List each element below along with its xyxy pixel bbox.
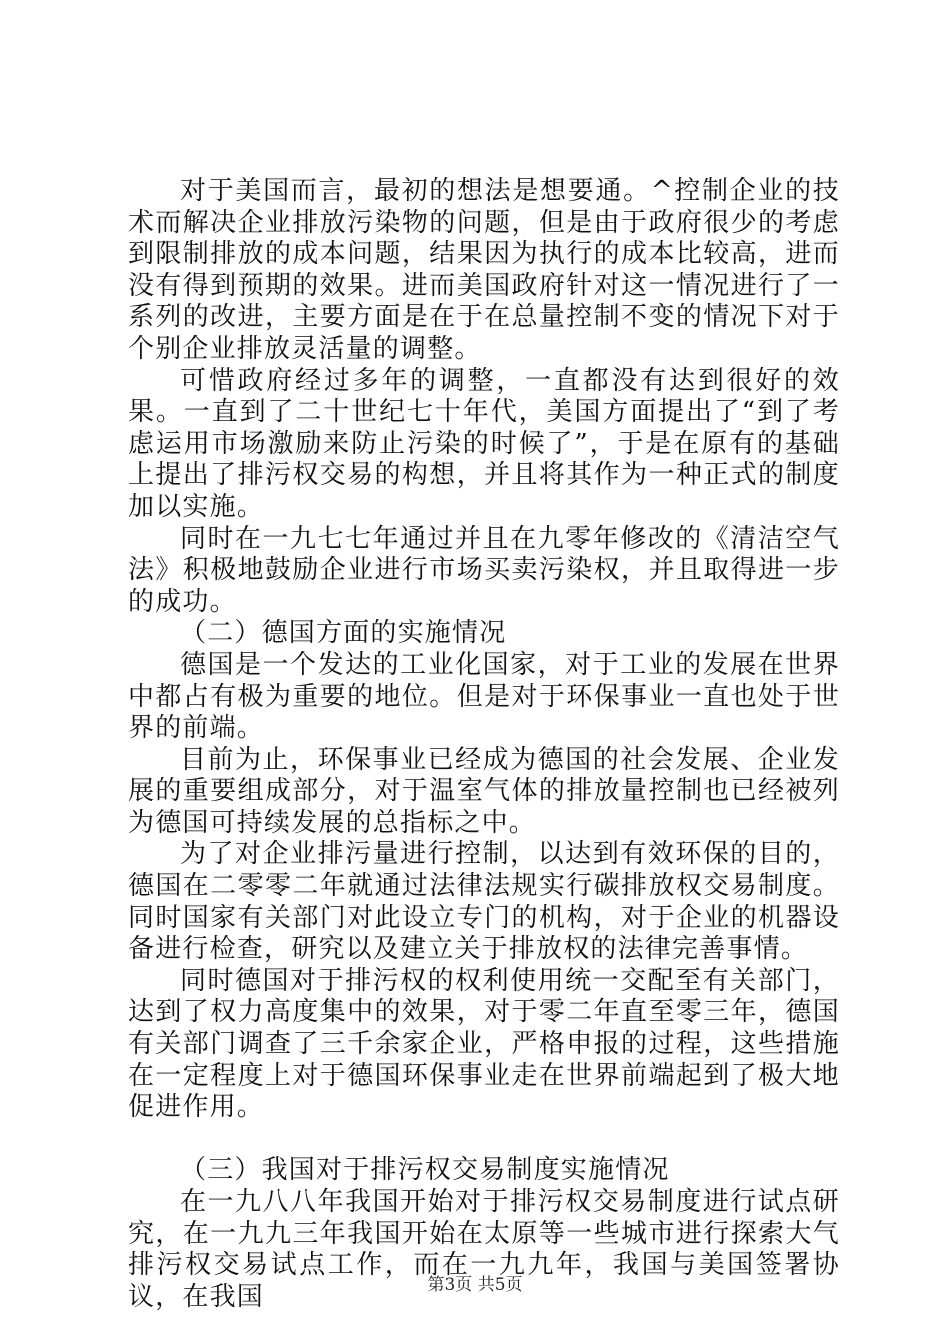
paragraph-germany-trading: 为了对企业排污量进行控制，以达到有效环保的目的，德国在二零零二年就通过法律法规实行碳排放权交易制度。同时国家有关部门对此设立专门的机构，对于企业的机器设备进行检查，研究以及建立关于排放权的法律完善事情。	[128, 839, 840, 965]
paragraph-us-initial: 对于美国而言，最初的想法是想要通。^控制企业的技术而解决企业排放污染物的问题，但是由于政府很少的考虑到限制排放的成本问题，结果因为执行的成本比较高，进而没有得到预期的效果。进而美国政府针对这一情况进行了一系列的改进，主要方面是在于在总量控制不变的情况下对于个别企业排放灵活量的调整。	[128, 176, 840, 364]
paragraph-spacer	[128, 1124, 840, 1156]
document-body	[128, 176, 840, 1313]
page-number-footer: 第3页 共5页	[427, 1275, 523, 1295]
paragraph-clean-air-act: 同时在一九七七年通过并且在九零年修改的《清洁空气法》积极地鼓励企业进行市场买卖污染权，并且取得进一步的成功。	[128, 523, 840, 617]
section-heading-germany: （二）德国方面的实施情况	[180, 618, 507, 649]
paragraph-germany-importance: 目前为止，环保事业已经成为德国的社会发展、企业发展的重要组成部分，对于温室气体的排放量控制也已经被列为德国可持续发展的总指标之中。	[128, 744, 840, 838]
paragraph-germany-centralization: 同时德国对于排污权的权利使用统一交配至有关部门，达到了权力高度集中的效果，对于零二年直至零三年，德国有关部门调查了三千余家企业，严格申报的过程，这些措施在一定程度上对于德国环保事业走在世界前端起到了极大地促进作用。	[128, 965, 840, 1123]
paragraph-us-incentive: 可惜政府经过多年的调整，一直都没有达到很好的效果。一直到了二十世纪七十年代，美国方面提出了“到了考虑运用市场激励来防止污染的时候了”，于是在原有的基础上提出了排污权交易的构想，并且将其作为一种正式的制度加以实施。	[128, 365, 840, 522]
paragraph-china-pilot: 在一九八八年我国开始对于排污权交易制度进行试点研究，在一九九三年我国开始在太原等一些城市进行探索大气排污权交易试点工作，而在一九九年，我国与美国签署协议，在我国	[128, 1187, 840, 1312]
paragraph-germany-intro: 德国是一个发达的工业化国家，对于工业的发展在世界中都占有极为重要的地位。但是对于环保事业一直也处于世界的前端。	[128, 649, 840, 744]
section-heading-china: （三）我国对于排污权交易制度实施情况	[180, 1155, 670, 1186]
